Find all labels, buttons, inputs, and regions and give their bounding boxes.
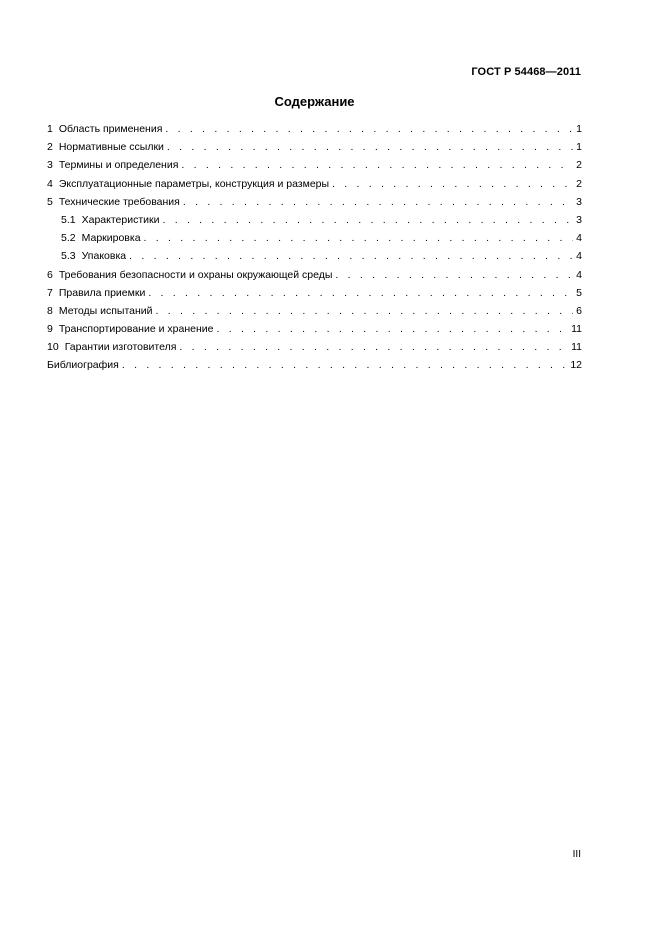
toc-entry-page: 6 [576,304,582,317]
toc-entry-label: Требования безопасности и охраны окружающей среды [58,268,333,281]
toc-entry-page: 1 [576,123,582,135]
toc-entry-page: 11 [571,341,582,354]
toc-subentry[interactable] [47,229,582,247]
toc-entry-number: 6 [47,268,53,281]
toc-entry-number: 5.1 [61,213,76,226]
toc-leader-dots [162,211,573,229]
toc-leader-dots [148,284,573,302]
toc-entry-label: Характеристики [81,213,160,226]
toc-entry-label: Маркировка [81,232,141,245]
toc-leader-dots [216,320,568,338]
page-number: III [572,849,581,860]
toc-leader-dots [181,156,573,174]
toc-entry-label: Методы испытаний [58,304,153,317]
toc-entry[interactable] [47,320,582,338]
toc-entry-page: 12 [570,359,582,372]
toc-leader-dots [156,302,574,320]
table-of-contents [47,120,582,375]
toc-entry-label: Эксплуатационные параметры, конструкция и размеры [58,177,330,190]
toc-leader-dots [335,266,573,284]
toc-entry-label: Гарантии изготовителя [64,341,177,354]
toc-entry-label: Область применения [58,123,163,135]
toc-entry[interactable] [47,284,582,302]
toc-entry-page: 3 [576,195,582,208]
toc-entry-page: 4 [576,232,582,245]
toc-leader-dots [332,175,573,193]
toc-subentry[interactable] [47,247,582,265]
toc-entry-page: 2 [576,159,582,172]
toc-entry-page: 5 [576,286,582,299]
toc-leader-dots [144,229,574,247]
toc-entry[interactable] [47,175,582,193]
toc-subentry[interactable] [47,211,582,229]
toc-entry-label: Упаковка [81,250,127,263]
toc-entry-label: Правила приемки [58,286,146,299]
toc-entry-number: 8 [47,304,53,317]
toc-entry[interactable] [47,302,582,320]
toc-entry-number: 1 [47,123,53,135]
toc-entry-bibliography[interactable] [47,356,582,374]
toc-entry-number: 5.3 [61,250,76,263]
document-code: ГОСТ Р 54468—2011 [471,66,581,78]
toc-entry-number: 3 [47,159,53,172]
toc-entry-label: Нормативные ссылки [58,141,164,154]
toc-leader-dots [122,356,567,374]
toc-leader-dots [167,138,573,156]
toc-entry-number: 2 [47,141,53,154]
toc-entry-label: Термины и определения [58,159,179,172]
toc-leader-dots [165,120,573,138]
toc-entry-page: 4 [576,250,582,263]
toc-entry-page: 3 [576,213,582,226]
toc-entry-number: 5.2 [61,232,76,245]
toc-entry[interactable] [47,338,582,356]
toc-entry-label: Транспортирование и хранение [58,323,214,336]
toc-entry[interactable] [47,193,582,211]
toc-leader-dots [179,338,568,356]
toc-entry-page: 2 [576,177,582,190]
toc-leader-dots [183,193,573,211]
toc-entry[interactable] [47,120,582,138]
toc-entry-page: 1 [576,141,582,154]
toc-entry-label: Технические требования [58,195,180,208]
toc-title: Содержание [274,94,355,109]
toc-entry-number: 9 [47,323,53,336]
toc-entry[interactable] [47,138,582,156]
toc-leader-dots [129,247,573,265]
toc-entry[interactable] [47,156,582,174]
toc-entry-number: 4 [47,177,53,190]
toc-entry-number: 10 [47,341,59,354]
toc-entry-page: 4 [576,268,582,281]
toc-entry[interactable] [47,266,582,284]
toc-entry-page: 11 [571,323,582,336]
toc-entry-label: Библиография [47,359,119,372]
toc-entry-number: 5 [47,195,53,208]
toc-entry-number: 7 [47,286,53,299]
